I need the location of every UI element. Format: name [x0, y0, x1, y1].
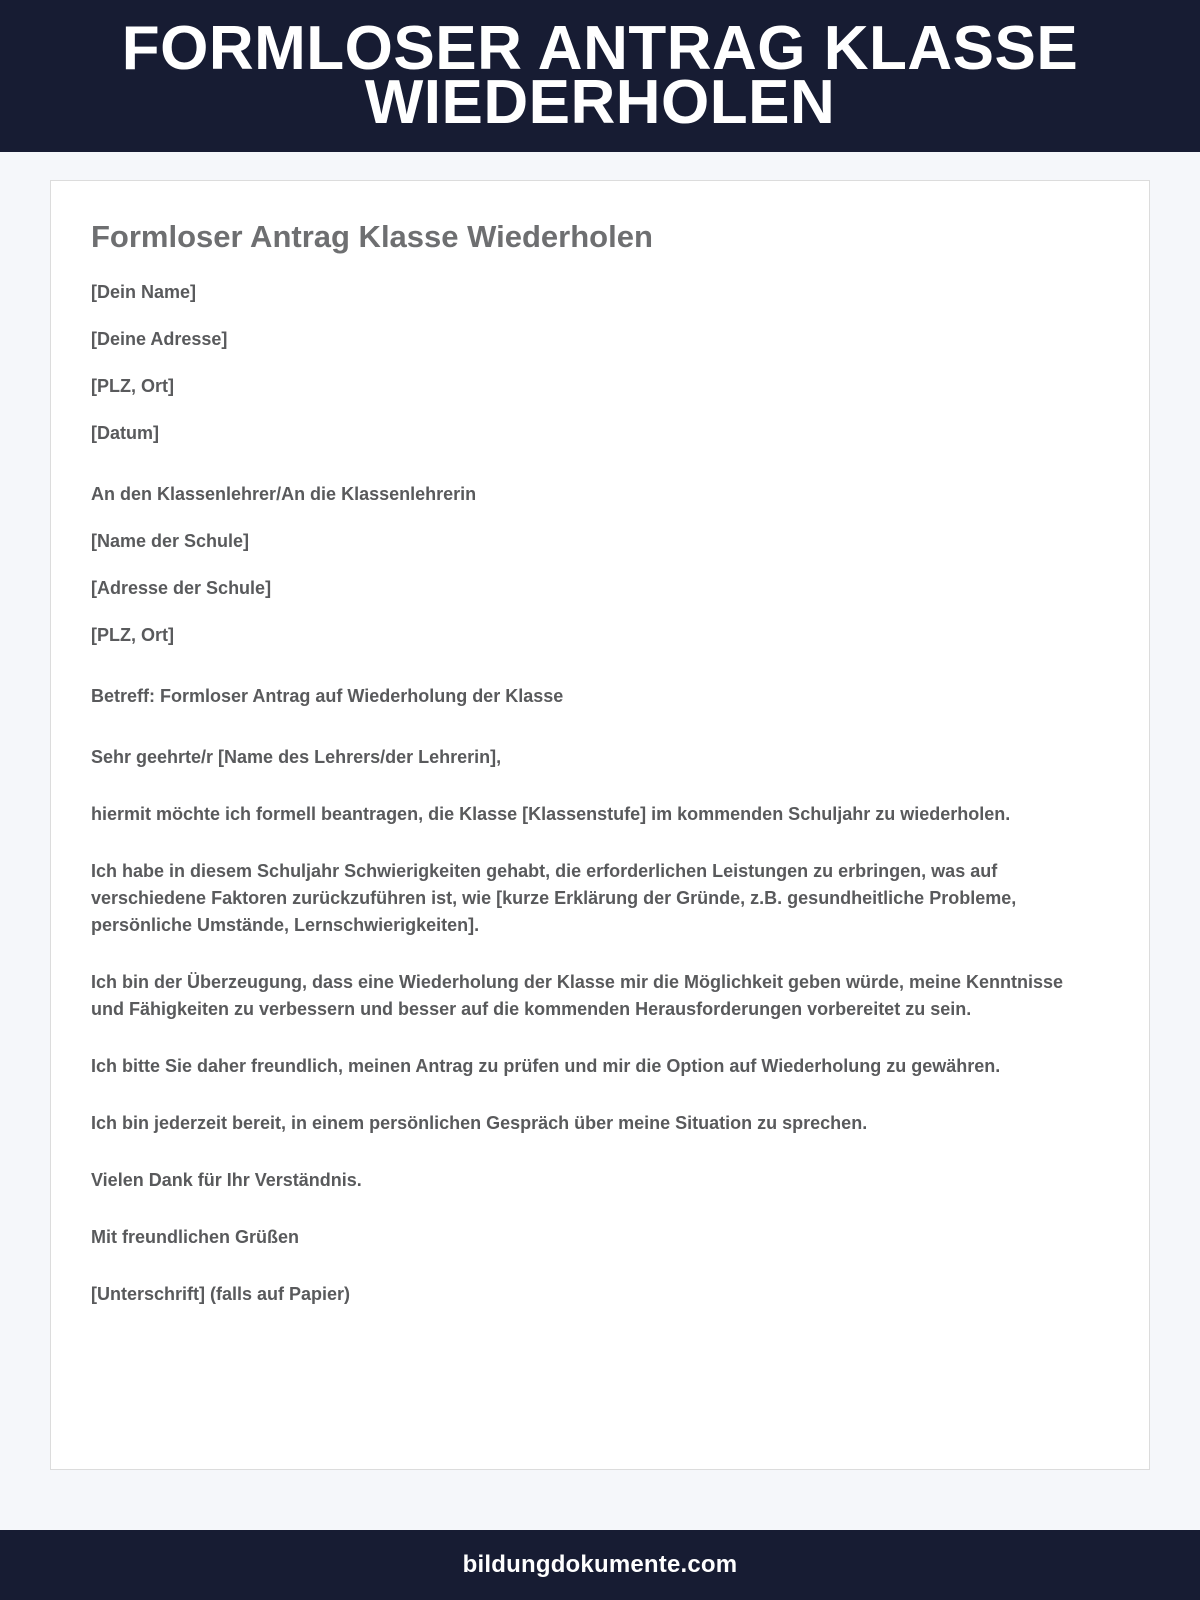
page-header-banner	[0, 0, 1200, 152]
salutation-line: Sehr geehrte/r [Name des Lehrers/der Lehrerin],	[91, 747, 502, 767]
recipient-role-line: An den Klassenlehrer/An die Klassenlehrerin	[91, 484, 477, 504]
date-line: [Datum]	[91, 423, 159, 443]
recipient-city-line: [PLZ, Ort]	[91, 625, 174, 645]
body-paragraph: Ich habe in diesem Schuljahr Schwierigkeiten gehabt, die erforderlichen Leistungen zu erbringen, was auf verschiedene Faktoren zurückzuführen ist, wie [kurze Erklärung der Gründe, z.B. gesundheitliche Probleme, persönliche Umstände, Lernschwierigkeiten].	[91, 861, 1017, 935]
document-title: Formloser Antrag Klasse Wiederholen	[91, 219, 653, 254]
sender-name-line: [Dein Name]	[91, 282, 197, 302]
letter-document-card	[50, 180, 1150, 1470]
recipient-school-address-line: [Adresse der Schule]	[91, 578, 272, 598]
sender-address-line: [Deine Adresse]	[91, 329, 228, 349]
footer-site-name: bildungdokumente.com	[462, 1551, 738, 1578]
subject-line: Betreff: Formloser Antrag auf Wiederholung der Klasse	[91, 686, 564, 706]
closing-line: Mit freundlichen Grüßen	[91, 1227, 300, 1247]
recipient-school-name-line: [Name der Schule]	[91, 531, 250, 551]
page-title: FORMLOSER ANTRAG KLASSE WIEDERHOLEN	[121, 14, 1079, 137]
body-paragraph: Ich bin der Überzeugung, dass eine Wiederholung der Klasse mir die Möglichkeit geben würde, meine Kenntnisse und Fähigkeiten zu verbessern und besser auf die kommenden Herausforderungen vorbereitet zu sein.	[91, 972, 1064, 1019]
body-paragraph: hiermit möchte ich formell beantragen, die Klasse [Klassenstufe] im kommenden Schuljahr zu wiederholen.	[91, 804, 1011, 824]
body-paragraph: Ich bitte Sie daher freundlich, meinen Antrag zu prüfen und mir die Option auf Wiederholung zu gewähren.	[91, 1056, 1001, 1076]
page-footer-banner	[0, 1530, 1200, 1600]
thanks-line: Vielen Dank für Ihr Verständnis.	[91, 1170, 362, 1190]
body-paragraph: Ich bin jederzeit bereit, in einem persönlichen Gespräch über meine Situation zu sprechen.	[91, 1113, 868, 1133]
sender-city-line: [PLZ, Ort]	[91, 376, 174, 396]
signature-line: [Unterschrift] (falls auf Papier)	[91, 1284, 351, 1304]
